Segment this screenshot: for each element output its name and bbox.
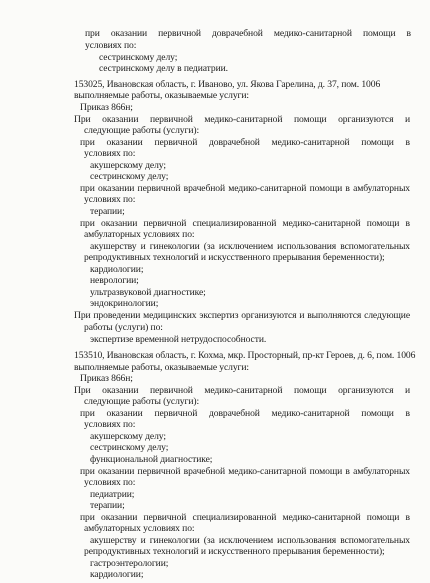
document-line: при оказании первичной доврачебной медико-санитарной помощи в xyxy=(80,408,410,419)
document-line: эндокринологии; xyxy=(90,298,159,309)
document-line: выполняемые работы, оказываемые услуги: xyxy=(74,90,249,101)
document-line: терапии; xyxy=(90,206,125,217)
document-line: акушерскому делу; xyxy=(90,431,166,442)
document-line: условиях по: xyxy=(85,40,137,51)
document-line: амбулаторных условиях по: xyxy=(84,229,195,240)
document-line: сестринскому делу; xyxy=(90,442,169,453)
document-line: условиях по: xyxy=(84,194,136,205)
document-line: 153510, Ивановская область, г. Кохма, мкр. Просторный, пр-кт Героев, д. 6, пом. 1006 xyxy=(74,350,416,361)
document-line: сестринскому делу; xyxy=(90,171,169,182)
document-line: экспертизе временной нетрудоспособности. xyxy=(90,334,267,345)
document-line: гастроэнтерологии; xyxy=(90,558,169,569)
document-line: педиатрии; xyxy=(90,489,135,500)
document-line: Приказ 866н; xyxy=(80,102,133,113)
document-line: При оказании первичной медико-санитарной помощи организуются и xyxy=(74,385,410,396)
document-line: При проведении медицинских экспертиз организуются и выполняются следующие xyxy=(74,310,410,321)
document-line: акушерскому делу; xyxy=(90,160,166,171)
document-line: кардиологии; xyxy=(90,264,144,275)
document-line: следующие работы (услуги): xyxy=(84,396,200,407)
document-line: репродуктивных технологий и искусственного прерывания беременности); xyxy=(84,252,385,263)
document-line: функциональной диагностике; xyxy=(90,454,213,465)
document-line: акушерству и гинекологии (за исключением использования вспомогательных xyxy=(90,535,410,546)
document-line: работы (услуги) по: xyxy=(84,322,163,333)
document-line: кардиологии; xyxy=(90,569,144,580)
document-line: при оказании первичной врачебной медико-санитарной помощи в амбулаторных xyxy=(80,183,410,194)
document-line: неврологии; xyxy=(90,275,139,286)
document-line: при оказании первичной специализированной медико-санитарной помощи в xyxy=(80,218,410,229)
document-line: условиях по: xyxy=(84,148,136,159)
document-line: сестринскому делу; xyxy=(99,52,178,63)
document-line: при оказании первичной специализированной медико-санитарной помощи в xyxy=(80,512,410,523)
document-line: Приказ 866н; xyxy=(80,373,133,384)
document-line: амбулаторных условиях по: xyxy=(84,523,195,534)
document-line: акушерству и гинекологии (за исключением использования вспомогательных xyxy=(90,241,410,252)
document-line: репродуктивных технологий и искусственного прерывания беременности); xyxy=(84,546,385,557)
document-line: при оказании первичной доврачебной медико-санитарной помощи в xyxy=(85,28,411,39)
document-line: при оказании первичной доврачебной медико-санитарной помощи в xyxy=(80,137,410,148)
document-line: следующие работы (услуги): xyxy=(84,125,200,136)
document-line: ультразвуковой диагностике; xyxy=(90,287,206,298)
document-line: терапии; xyxy=(90,500,125,511)
document-line: условиях по: xyxy=(84,419,136,430)
document-line: При оказании первичной медико-санитарной помощи организуются и xyxy=(74,114,410,125)
document-line: условиях по: xyxy=(84,477,136,488)
document-line: выполняемые работы, оказываемые услуги: xyxy=(74,362,249,373)
document-line: при оказании первичной врачебной медико-санитарной помощи в амбулаторных xyxy=(80,466,410,477)
document-line: 153025, Ивановская область, г. Иваново, ул. Якова Гарелина, д. 37, пом. 1006 xyxy=(74,79,381,90)
document-line: сестринскому делу в педиатрии. xyxy=(99,63,228,74)
